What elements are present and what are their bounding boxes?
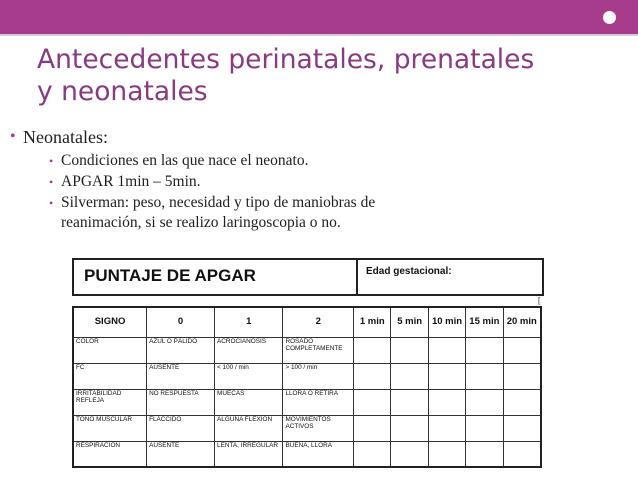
score-0-cell: FLÁCCIDO (147, 415, 215, 441)
minute-cell (391, 337, 428, 363)
apgar-score-table (72, 306, 542, 468)
minute-cell (428, 415, 465, 441)
sub-bullet-dot-icon: • (49, 175, 54, 189)
bullet-text: Neonatales: (23, 127, 108, 147)
sub-bullet-item (49, 193, 610, 233)
table-row (73, 337, 541, 363)
score-2-cell: > 100 / min (283, 363, 354, 389)
apgar-title: PUNTAJE DE APGAR (84, 266, 256, 285)
score-1-cell: ACROCIANOSIS (215, 337, 283, 363)
header-cell: 10 min (428, 307, 465, 337)
minute-cell (354, 337, 391, 363)
minute-cell (391, 415, 428, 441)
score-1-cell: < 100 / min (215, 363, 283, 389)
circle-ornament-icon (603, 11, 616, 24)
sub-bullet-item (49, 151, 610, 171)
score-2-cell: ROSADO COMPLETAMENTE (283, 337, 354, 363)
header-cell: 15 min (466, 307, 503, 337)
score-2-cell: BUENA, LLORA (283, 441, 354, 467)
bullet-dot-icon: • (10, 128, 16, 145)
minute-cell (354, 415, 391, 441)
sub-bullet-dot-icon: • (49, 154, 54, 168)
minute-cell (354, 363, 391, 389)
minute-cell (428, 389, 465, 415)
table-row (73, 441, 541, 467)
header-cell: SIGNO (73, 307, 147, 337)
signo-cell: COLOR (73, 337, 147, 363)
signo-cell: RESPIRACIÓN (73, 441, 147, 467)
header-cell: 2 (283, 307, 354, 337)
score-1-cell: ALGUNA FLEXION (215, 415, 283, 441)
bullet-list (10, 125, 610, 234)
minute-cell (428, 337, 465, 363)
minute-cell (354, 389, 391, 415)
header-divider (0, 34, 638, 36)
table-row (73, 415, 541, 441)
gestational-age-label: Edad gestacional: (366, 266, 452, 277)
score-0-cell: AZUL O PÁLIDO (147, 337, 215, 363)
signo-cell: IRRITABILIDAD REFLEJA (73, 389, 147, 415)
minute-cell (466, 441, 503, 467)
minute-cell (354, 441, 391, 467)
minute-cell (391, 363, 428, 389)
score-0-cell: AUSENTE (147, 363, 215, 389)
minute-cell (503, 415, 541, 441)
bullet-neonatales (10, 125, 610, 149)
header-cell: 1 min (354, 307, 391, 337)
apgar-title-box (72, 258, 544, 296)
score-1-cell: LENTA, IRREGULAR (215, 441, 283, 467)
minute-cell (466, 415, 503, 441)
score-1-cell: MUECAS (215, 389, 283, 415)
header-cell: 1 (215, 307, 283, 337)
minute-cell (503, 337, 541, 363)
sub-bullet-text-continued: reanimación, si se realizo laringoscopia o no. (61, 214, 341, 231)
title-line-1: Antecedentes perinatales, prenatales (37, 44, 535, 75)
minute-cell (466, 363, 503, 389)
minute-cell (466, 337, 503, 363)
table-row (73, 363, 541, 389)
sub-bullet-text: Condiciones en las que nace el neonato. (61, 152, 309, 169)
corner-mark: [ (538, 296, 541, 305)
sub-bullet-text: APGAR 1min – 5min. (61, 173, 201, 190)
score-2-cell: MOVIMIENTOS ACTIVOS (283, 415, 354, 441)
sub-bullet-dot-icon: • (49, 196, 54, 210)
sub-bullet-list (10, 151, 610, 233)
minute-cell (428, 441, 465, 467)
signo-cell: TONO MUSCULAR (73, 415, 147, 441)
sub-bullet-item (49, 172, 610, 192)
minute-cell (466, 389, 503, 415)
header-cell: 0 (147, 307, 215, 337)
table-header-row (73, 307, 541, 337)
minute-cell (391, 441, 428, 467)
apgar-table-figure (72, 258, 542, 470)
apgar-title-divider (356, 260, 358, 294)
header-cell: 5 min (391, 307, 428, 337)
minute-cell (503, 389, 541, 415)
title-line-2: y neonatales (37, 76, 208, 107)
signo-cell: FC (73, 363, 147, 389)
table-row (73, 389, 541, 415)
minute-cell (428, 363, 465, 389)
sub-bullet-text: Silverman: peso, necesidad y tipo de maniobras de (61, 194, 376, 211)
score-0-cell: AUSENTE (147, 441, 215, 467)
minute-cell (503, 363, 541, 389)
score-0-cell: NO RESPUESTA (147, 389, 215, 415)
minute-cell (391, 389, 428, 415)
minute-cell (503, 441, 541, 467)
header-cell: 20 min (503, 307, 541, 337)
header-band (0, 0, 638, 34)
slide-title (37, 44, 617, 108)
score-2-cell: LLORA O RETIRA (283, 389, 354, 415)
